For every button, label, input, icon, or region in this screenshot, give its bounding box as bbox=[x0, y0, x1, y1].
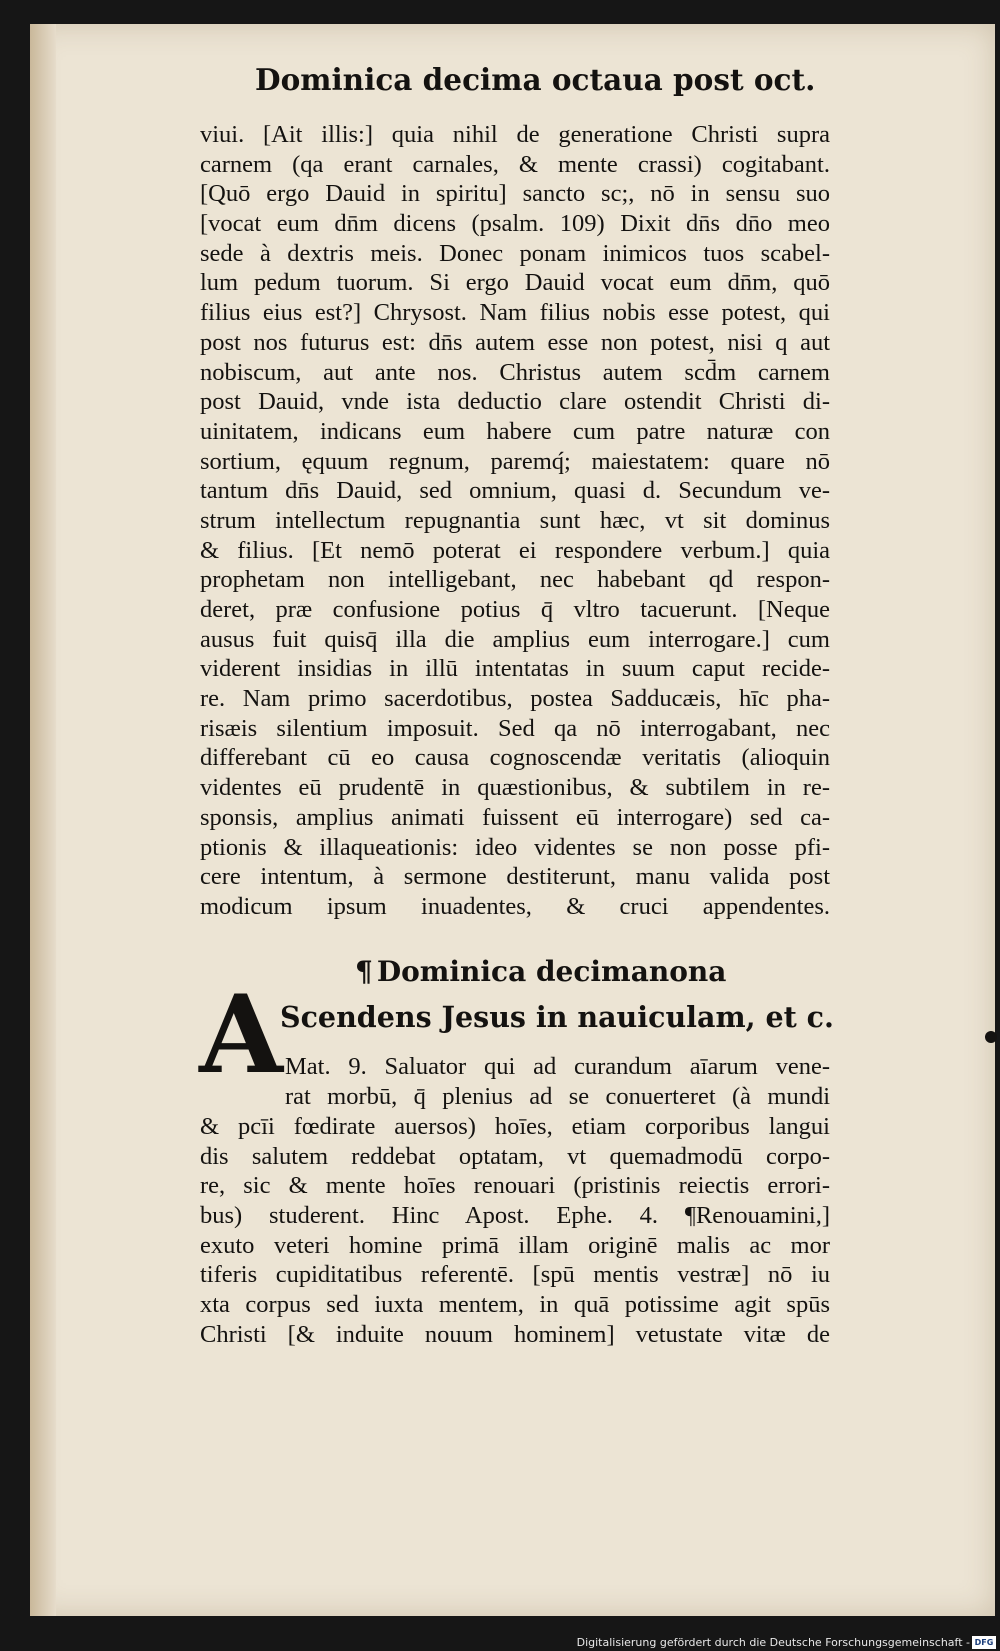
running-head: Dominica decima octaua post oct. bbox=[255, 62, 816, 97]
text-line: rat morbū, q̄ plenius ad se conuerteret (à mundi bbox=[285, 1082, 830, 1110]
text-block-2 bbox=[200, 1112, 830, 1350]
text-line: bus) studerent. Hinc Apost. Ephe. 4. ¶Renouamini,] bbox=[200, 1202, 830, 1230]
text-line: sede à dextris meis. Donec ponam inimicos tuos scabel- bbox=[200, 239, 830, 267]
text-line: carnem (qa erant carnales, & mente crassi) cogitabant. bbox=[200, 150, 830, 178]
text-line: Mat. 9. Saluator qui ad curandum aīarum vene- bbox=[285, 1053, 830, 1080]
text-line: [vocat eum dn̄m dicens (psalm. 109) Dixit dn̄s dn̄o meo bbox=[200, 210, 830, 238]
section-heading-text: Dominica decimanona bbox=[376, 955, 727, 988]
text-line: videntes eū prudentē in quæstionibus, & subtilem in re- bbox=[200, 774, 830, 802]
text-block-2-indented bbox=[285, 1052, 830, 1111]
text-line: xta corpus sed iuxta mentem, in quā potissime agit spūs bbox=[200, 1291, 830, 1319]
text-line: risæis silentium imposuit. Sed qa nō interrogabant, nec bbox=[200, 714, 830, 742]
text-line: differebant cū eo causa cognoscendæ veritatis (alioquin bbox=[200, 744, 830, 772]
text-line: lum pedum tuorum. Si ergo Dauid vocat eum dn̄m, quō bbox=[200, 269, 830, 297]
text-line: & pcīi fœdirate auersos) hoīes, etiam corporibus langui bbox=[200, 1113, 830, 1140]
text-line: & filius. [Et nemō poterat ei respondere verbum.] quia bbox=[200, 536, 830, 564]
text-line: prophetam non intelligebant, nec habebant qd respon- bbox=[200, 566, 830, 594]
incipit-line: Scendens Jesus in nauiculam, et c. bbox=[280, 1000, 834, 1034]
text-line: strum intellectum repugnantia sunt hæc, vt sit dominus bbox=[200, 506, 830, 534]
text-line: post Dauid, vnde ista deductio clare ostendit Christi di- bbox=[200, 388, 830, 416]
text-line: viui. [Ait illis:] quia nihil de generatione Christi supra bbox=[200, 121, 830, 148]
text-line: modicum ipsum inuadentes, & cruci appendentes. bbox=[200, 892, 830, 920]
text-line: re. Nam primo sacerdotibus, postea Sadducæis, hīc pha- bbox=[200, 685, 830, 713]
text-line: post nos futurus est: dn̄s autem esse non potest, nisi q aut bbox=[200, 328, 830, 356]
text-line: Christi [& induite nouum hominem] vetustate vitæ de bbox=[200, 1320, 830, 1348]
text-line: viderent insidias in illū intentatas in suum caput recide- bbox=[200, 655, 830, 683]
text-line: re, sic & mente hoīes renouari (pristinis reiectis errori- bbox=[200, 1172, 830, 1200]
dfg-logo: DFG bbox=[972, 1636, 996, 1649]
text-line: ausus fuit quisq̄ illa die amplius eum interrogare.] cum bbox=[200, 625, 830, 653]
text-line: ptionis & illaqueationis: ideo videntes se non posse pfi- bbox=[200, 833, 830, 861]
drop-cap-initial: A bbox=[199, 972, 283, 1098]
text-line: exuto veteri homine primā illam originē malis ac mor bbox=[200, 1231, 830, 1259]
text-line: nobiscum, aut ante nos. Christus autem scd̄m carnem bbox=[200, 358, 830, 386]
text-line: sortium, ęquum regnum, paremq́; maiestatem: quare nō bbox=[200, 447, 830, 475]
footer-note: Digitalisierung gefördert durch die Deutsche Forschungsgemeinschaft - bbox=[576, 1636, 970, 1649]
page-gutter-shadow bbox=[30, 24, 56, 1616]
text-line: uinitatem, indicans eum habere cum patre naturæ con bbox=[200, 417, 830, 445]
text-line: deret, præ confusione potius q̄ vltro tacuerunt. [Neque bbox=[200, 596, 830, 623]
section-heading bbox=[355, 955, 815, 988]
text-line: filius eius est?] Chrysost. Nam filius nobis esse potest, qui bbox=[200, 299, 830, 327]
margin-mark-icon bbox=[985, 1031, 997, 1043]
text-line: dis salutem reddebat optatam, vt quemadmodū corpo- bbox=[200, 1142, 830, 1170]
text-line: tantum dn̄s Dauid, sed omnium, quasi d. Secundum ve- bbox=[200, 477, 830, 505]
text-line: tiferis cupiditatibus referentē. [spū mentis vestræ] nō iu bbox=[200, 1261, 830, 1289]
text-block-1 bbox=[200, 120, 830, 922]
text-line: cere intentum, à sermone destiterunt, manu valida post bbox=[200, 863, 830, 891]
text-line: sponsis, amplius animati fuissent eū interrogare) sed ca- bbox=[200, 803, 830, 831]
text-line: [Quō ergo Dauid in spiritu] sancto sc;, nō in sensu suo bbox=[200, 180, 830, 208]
pilcrow-icon: ¶ bbox=[355, 955, 373, 988]
